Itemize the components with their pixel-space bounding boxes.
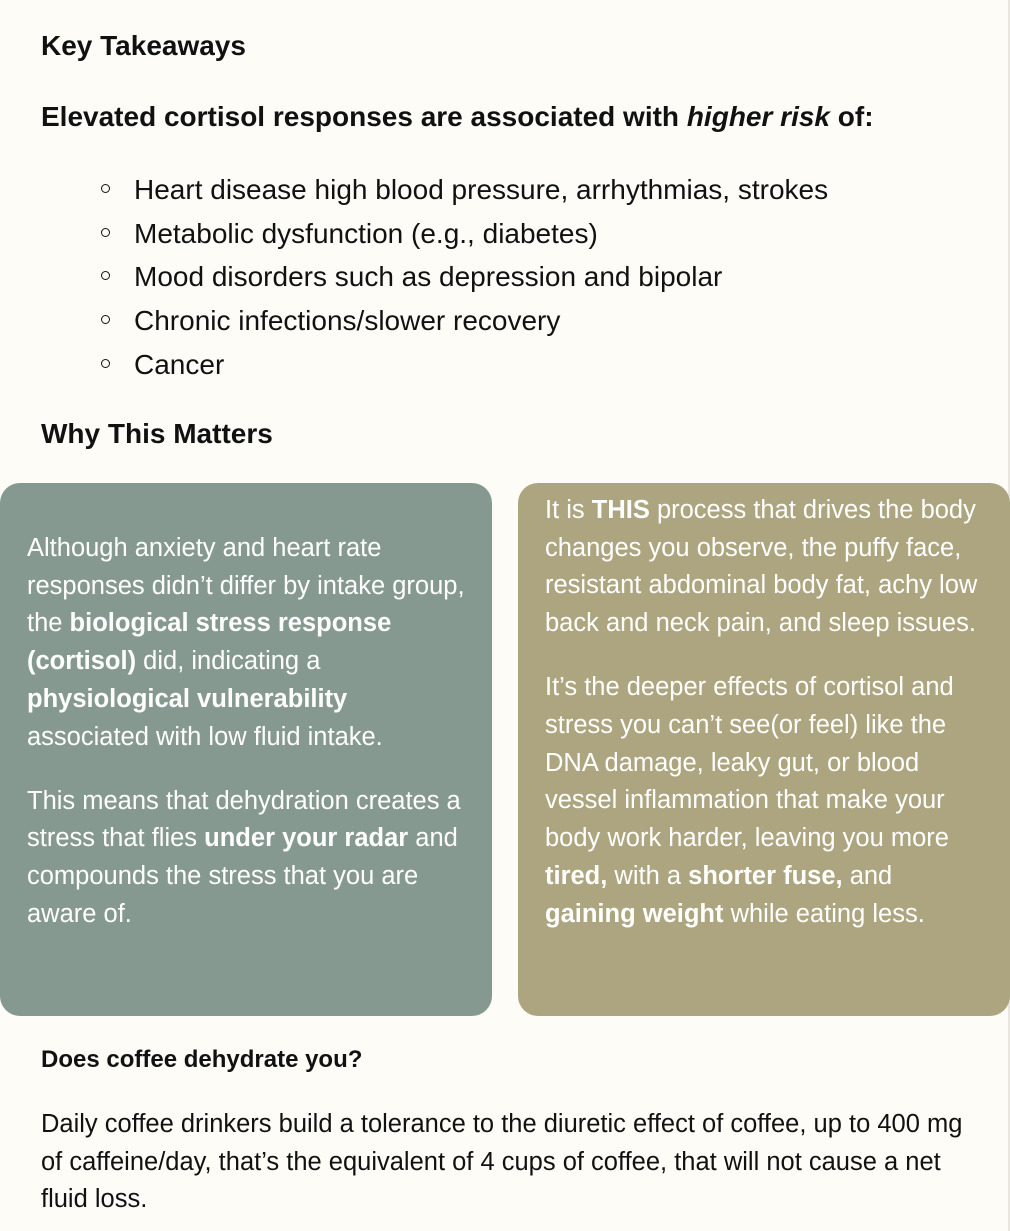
list-item-text: Chronic infections/slower recovery xyxy=(134,305,561,337)
text-run: and compounds the stress that you are aware of. xyxy=(27,824,458,928)
text-run: Although anxiety and heart rate responses didn’t differ by intake group, the xyxy=(27,534,465,638)
left-info-card xyxy=(0,483,492,1016)
list-item-text: Mood disorders such as depression and bipolar xyxy=(134,261,723,293)
card-paragraph xyxy=(545,669,986,933)
hollow-circle-bullet-icon xyxy=(101,359,110,368)
text-run: with a xyxy=(607,861,689,890)
hollow-circle-bullet-icon xyxy=(101,228,110,237)
list-item-text: Heart disease high blood pressure, arrhythmias, strokes xyxy=(134,174,829,205)
coffee-paragraph: Daily coffee drinkers build a tolerance to the diuretic effect of coffee, up to 400 mg of caffeine/day, that’s the equivalent of 4 cups of coffee, that will not cause a net fluid loss. xyxy=(41,1110,963,1214)
text-run: did, indicating a xyxy=(136,647,321,676)
text-run-bold: tired, xyxy=(545,861,608,890)
text-run-bold: physiological vulnerability xyxy=(27,684,348,713)
list-item xyxy=(100,168,828,212)
text-run-bold: gaining weight xyxy=(545,899,724,928)
card-paragraph xyxy=(27,530,468,756)
text-run-bold: biological stress response (cortisol) xyxy=(27,609,392,676)
risk-list xyxy=(100,168,828,387)
hollow-circle-bullet-icon xyxy=(101,315,110,324)
coffee-heading: Does coffee dehydrate you? xyxy=(41,1046,363,1073)
text-run: It is xyxy=(545,496,592,524)
list-item xyxy=(100,299,828,343)
right-info-card xyxy=(518,483,1010,1016)
text-run-bold: THIS xyxy=(591,496,650,524)
list-item-text: Cancer xyxy=(134,348,225,380)
key-takeaways-heading: Key Takeaways xyxy=(41,30,246,61)
text-run-bold: shorter fuse, xyxy=(688,861,843,890)
list-item xyxy=(100,212,828,256)
why-this-matters-heading: Why This Matters xyxy=(41,418,273,449)
text-run: and xyxy=(842,861,893,890)
risk-heading xyxy=(41,99,874,135)
risk-heading-suffix: of: xyxy=(830,101,874,132)
hollow-circle-bullet-icon xyxy=(101,271,110,280)
card-paragraph xyxy=(27,783,468,934)
list-item-text: Metabolic dysfunction (e.g., diabetes) xyxy=(134,217,598,249)
risk-heading-prefix: Elevated cortisol responses are associated with xyxy=(41,101,687,132)
text-run: while eating less. xyxy=(723,899,925,928)
list-item xyxy=(100,255,828,299)
list-item xyxy=(100,343,828,387)
text-run: This means that dehydration creates a stress that flies xyxy=(27,786,461,853)
text-run: process that drives the body changes you observe, the puffy face, resistant abdominal body fat, achy low back and neck pain, and sleep issues. xyxy=(545,496,978,638)
text-run-bold: under your radar xyxy=(204,824,409,853)
text-run: It’s the deeper effects of cortisol and stress you can’t see(or feel) like the DNA damage, leaky gut, or blood vessel inflammation that make your body work harder, leaving you more xyxy=(545,673,954,853)
card-paragraph xyxy=(545,492,986,643)
text-run: associated with low fluid intake. xyxy=(27,722,383,751)
risk-heading-emphasis: higher risk xyxy=(686,101,830,132)
hollow-circle-bullet-icon xyxy=(101,184,110,193)
